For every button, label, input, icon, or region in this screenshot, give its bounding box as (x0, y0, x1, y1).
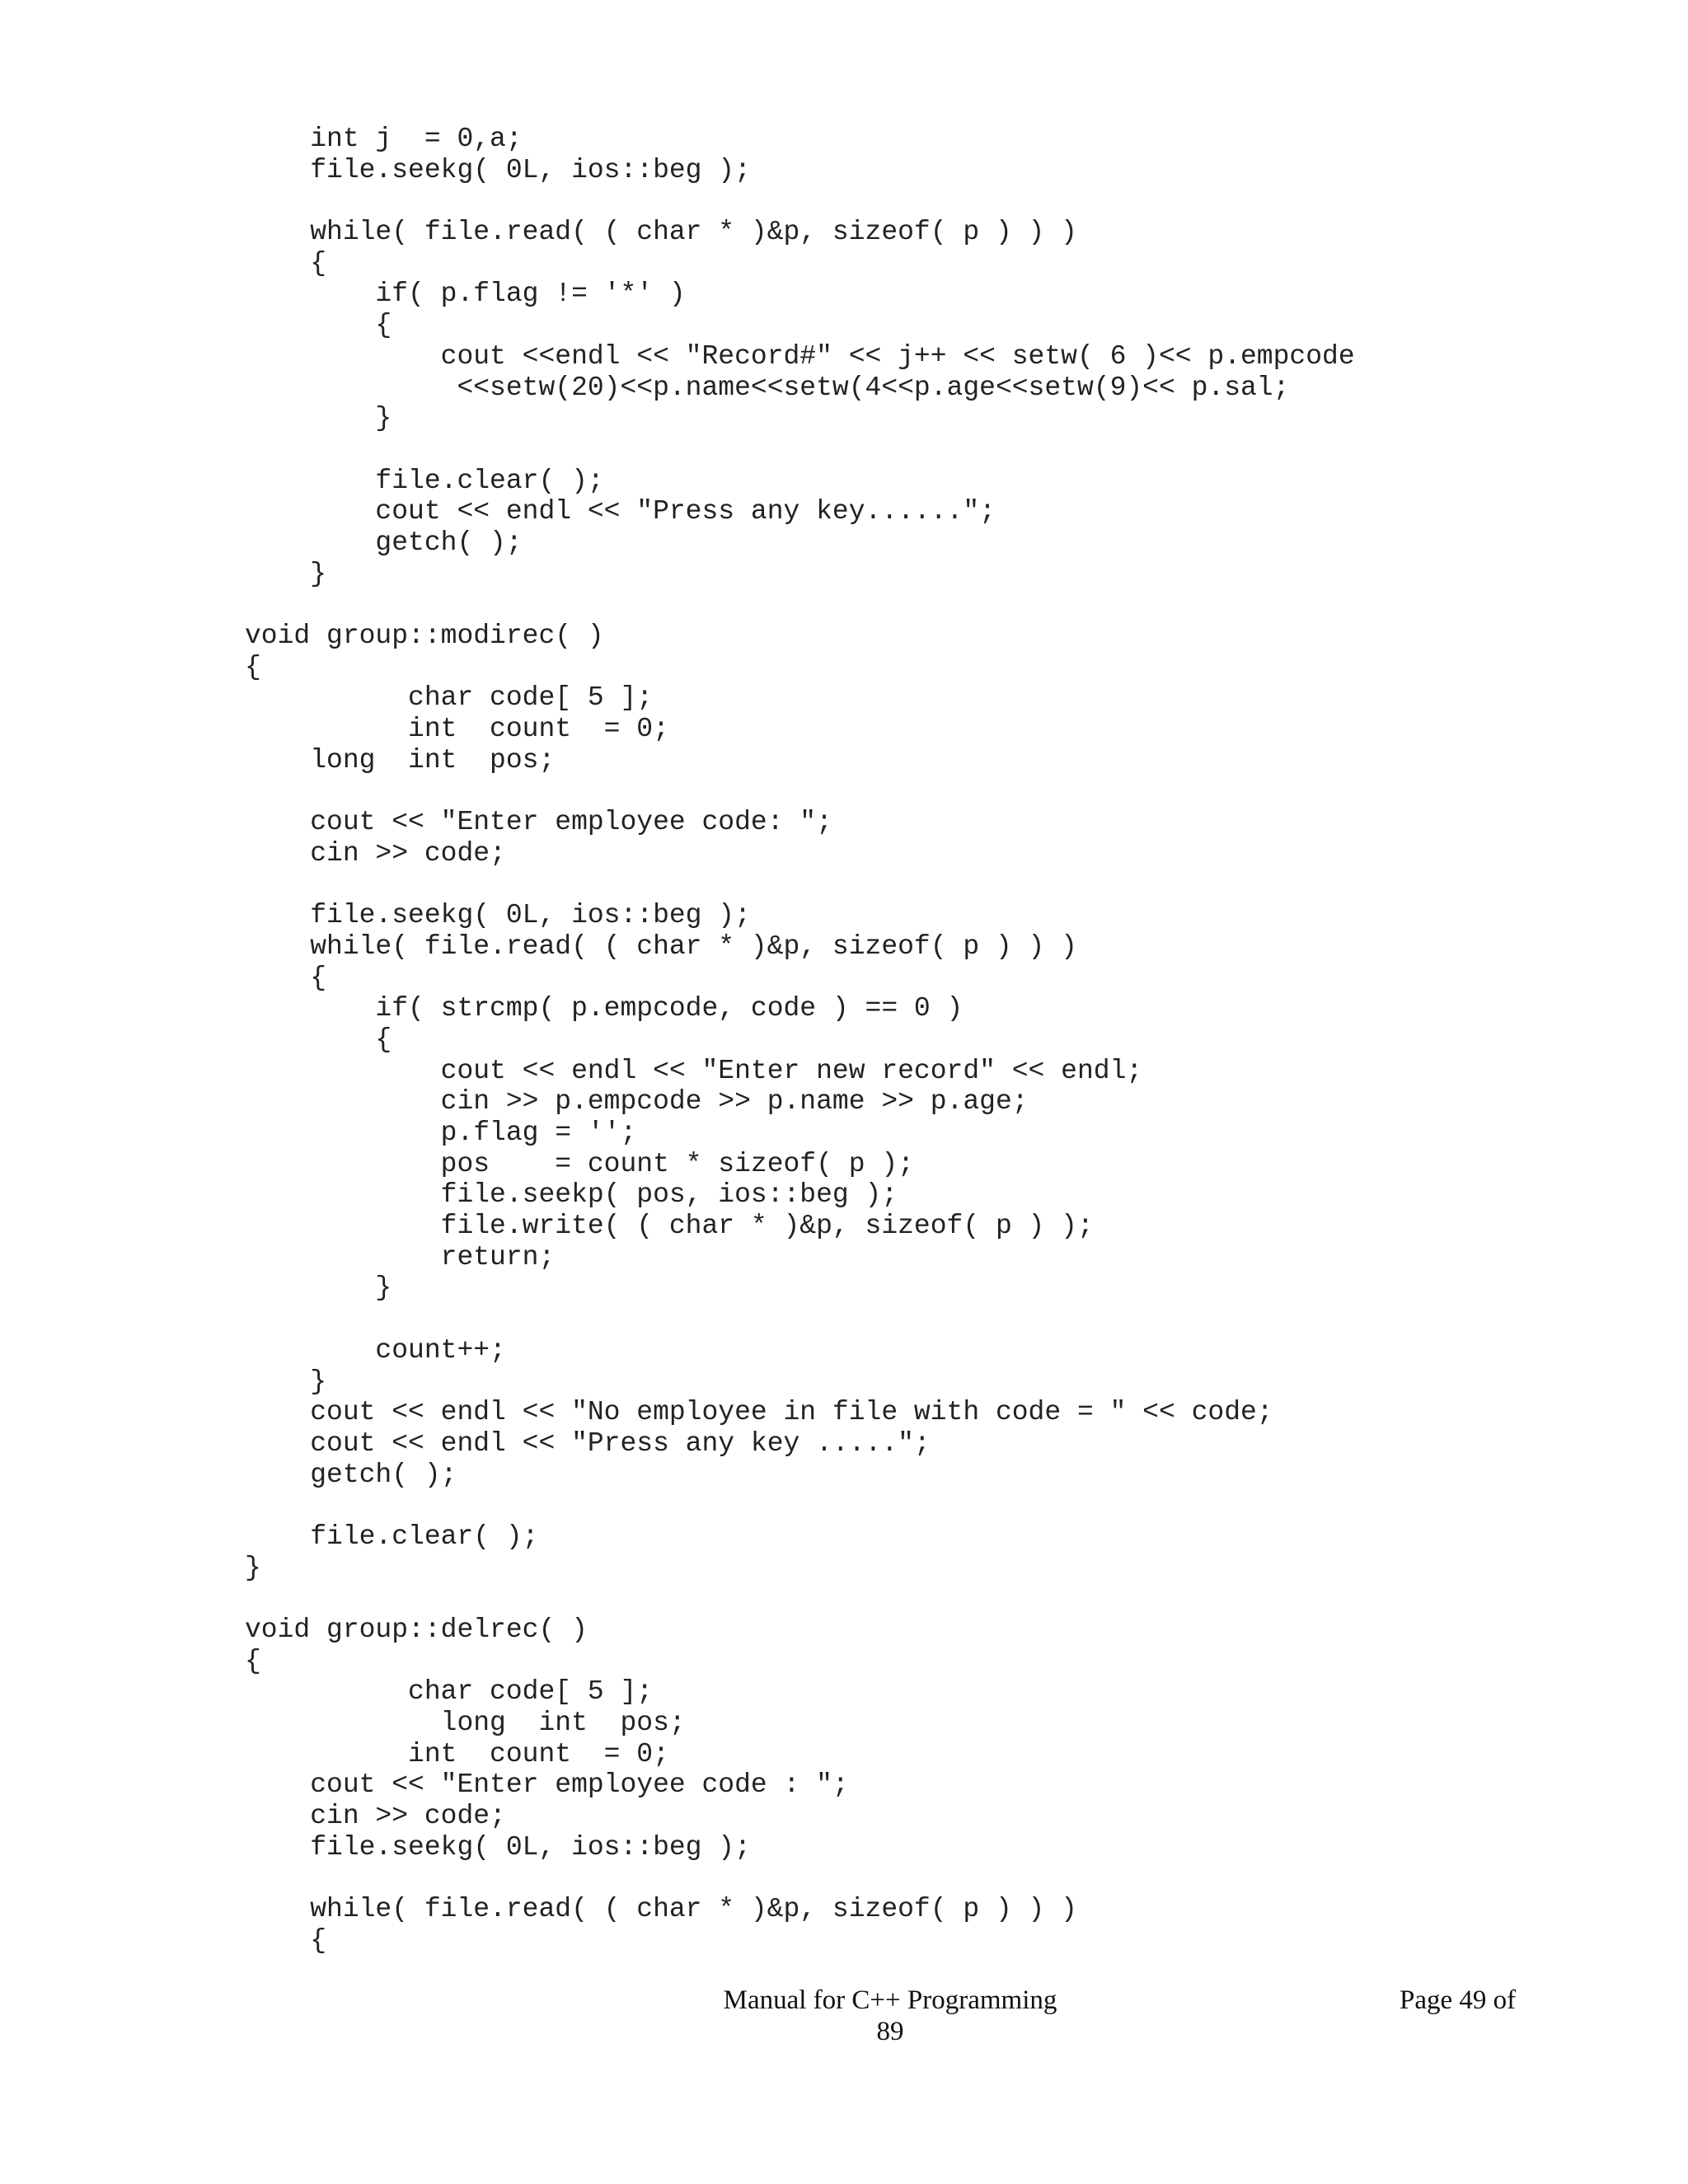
code-line: { (245, 651, 261, 682)
code-line (0, 1304, 1688, 1335)
code-line: cout << "Enter employee code: "; (245, 807, 832, 838)
code-line: { (245, 1924, 327, 1956)
code-line: } (245, 1272, 392, 1304)
code-line: cout << endl << "Press any key......"; (245, 496, 996, 527)
code-line: getch( ); (245, 1459, 457, 1490)
code-line: file.seekg( 0L, ios::beg ); (245, 154, 751, 185)
code-line: char code[ 5 ]; (245, 682, 654, 714)
code-line: pos = count * sizeof( p ); (245, 1148, 914, 1179)
code-line: { (245, 1645, 261, 1676)
code-line: while( file.read( ( char * )&p, sizeof( p ) ) ) (245, 930, 1077, 962)
footer-title: Manual for C++ Programming (723, 1985, 1057, 2015)
code-line (0, 776, 1688, 807)
code-line: int count = 0; (245, 714, 669, 745)
code-line: { (245, 962, 327, 993)
code-line: cout <<endl << "Record#" << j++ << setw( 6 )<< p.empcode (245, 340, 1355, 372)
code-line: p.flag = ''; (245, 1118, 637, 1148)
code-line: char code[ 5 ]; (245, 1676, 654, 1708)
code-line: cout << "Enter employee code : "; (245, 1769, 849, 1801)
code-line (0, 589, 1688, 621)
footer-page-number: Page 49 of (1400, 1985, 1517, 2015)
code-line: if( strcmp( p.empcode, code ) == 0 ) (245, 993, 964, 1024)
code-line: cout << endl << "Enter new record" << endl; (245, 1055, 1143, 1086)
code-line (0, 1490, 1688, 1521)
code-line: file.seekp( pos, ios::beg ); (245, 1179, 898, 1211)
code-listing (0, 124, 1688, 1957)
code-line: long int pos; (245, 1708, 686, 1739)
code-line: file.clear( ); (245, 1521, 539, 1552)
code-line: cin >> p.empcode >> p.name >> p.age; (245, 1086, 1029, 1118)
code-line: file.clear( ); (245, 465, 604, 496)
code-line: count++; (245, 1334, 506, 1366)
code-line: { (245, 1024, 392, 1055)
code-line (0, 185, 1688, 217)
code-line: long int pos; (245, 744, 556, 776)
code-line (0, 1583, 1688, 1615)
code-line: } (245, 403, 392, 434)
code-line: cout << endl << "Press any key ....."; (245, 1427, 931, 1459)
code-line: file.seekg( 0L, ios::beg ); (245, 1831, 751, 1863)
code-line: int count = 0; (245, 1738, 669, 1769)
code-line: int j = 0,a; (245, 124, 523, 154)
code-line (0, 434, 1688, 466)
code-line: void group::delrec( ) (245, 1615, 588, 1645)
code-line: return; (245, 1241, 556, 1272)
code-line: file.write( ( char * )&p, sizeof( p ) ); (245, 1211, 1094, 1242)
code-line: while( file.read( ( char * )&p, sizeof( p ) ) ) (245, 1894, 1077, 1925)
code-line (0, 1863, 1688, 1895)
code-line: cin >> code; (245, 1801, 506, 1832)
code-line: } (245, 1366, 327, 1397)
code-line: cout << endl << "No employee in file with code = " << code; (245, 1397, 1273, 1428)
code-line: cin >> code; (245, 837, 506, 869)
code-line: getch( ); (245, 527, 523, 558)
code-line: <<setw(20)<<p.name<<setw(4<<p.age<<setw(9)<< p.sal; (245, 372, 1290, 403)
code-line: if( p.flag != '*' ) (245, 279, 686, 310)
code-line: { (245, 247, 327, 279)
code-line: } (245, 558, 327, 589)
code-line (0, 869, 1688, 901)
code-line: { (245, 310, 392, 341)
footer-total-pages: 89 (876, 2017, 904, 2046)
footer-manual-title (676, 1985, 1104, 2047)
code-line: void group::modirec( ) (245, 621, 604, 651)
code-line: } (245, 1552, 261, 1583)
code-line: file.seekg( 0L, ios::beg ); (245, 900, 751, 931)
code-line: while( file.read( ( char * )&p, sizeof( p ) ) ) (245, 217, 1077, 248)
